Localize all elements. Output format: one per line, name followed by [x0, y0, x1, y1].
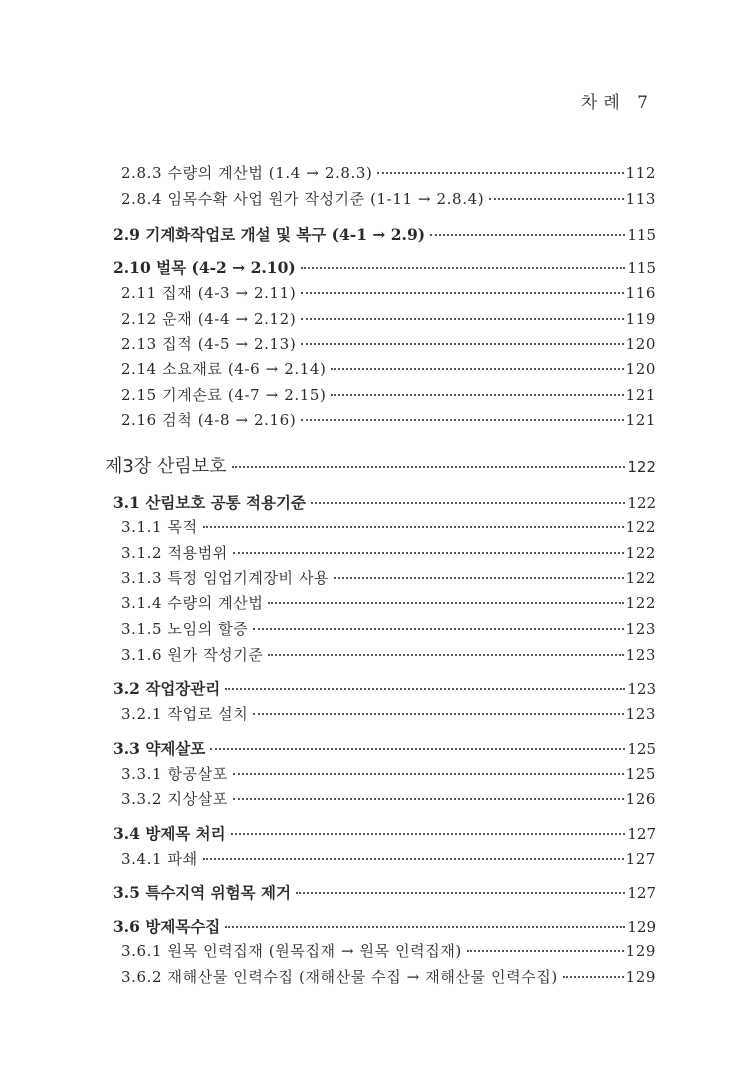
toc-entry-page: 115 [627, 259, 656, 277]
toc-entry[interactable] [121, 848, 656, 869]
toc-entry-label: 3.1.3 특정 임업기계장비 사용 [121, 569, 330, 587]
toc-entry-page: 127 [625, 850, 656, 868]
toc-entry-label: 3.4 방제목 처리 [113, 824, 226, 843]
dot-leader [563, 976, 624, 978]
toc-entry-page: 129 [625, 968, 656, 986]
toc-entry-page: 122 [627, 458, 656, 476]
toc-entry[interactable] [113, 822, 656, 844]
toc-entry-label: 3.6.2 재해산물 인력수집 (재해산물 수집 → 재해산물 인력수집) [121, 968, 558, 986]
toc-entry-label: 3.1.6 원가 작성기준 [121, 646, 264, 664]
toc-entry-label: 3.3.1 항공살포 [121, 765, 228, 783]
toc-entry[interactable] [121, 940, 656, 961]
toc-entry-page: 120 [625, 360, 656, 378]
toc-entry[interactable] [121, 516, 656, 537]
toc-entry-page: 121 [625, 411, 656, 429]
toc-entry-page: 122 [625, 569, 656, 587]
toc-entry[interactable] [113, 915, 656, 937]
toc-entry[interactable] [113, 881, 656, 903]
toc-entry[interactable] [113, 677, 656, 699]
toc-entry[interactable] [121, 282, 656, 303]
running-head: 차례 7 [580, 93, 654, 113]
dot-leader [489, 198, 623, 200]
toc-entry[interactable] [121, 333, 656, 354]
toc-entry-page: 129 [625, 942, 656, 960]
dot-leader [225, 688, 625, 690]
dot-leader [225, 926, 625, 928]
toc-entry[interactable] [121, 162, 656, 183]
dot-leader [430, 234, 625, 236]
dot-leader [301, 419, 623, 421]
dot-leader [233, 552, 624, 554]
dot-leader [233, 773, 624, 775]
toc-entry-label: 제3장 산림보호 [105, 456, 227, 477]
dot-leader [203, 526, 624, 528]
toc-entry-label: 2.13 집적 (4-5 → 2.13) [121, 335, 297, 353]
dot-leader [253, 628, 623, 630]
toc-entry-label: 2.14 소요재료 (4-6 → 2.14) [121, 360, 327, 378]
toc-entry[interactable] [113, 491, 656, 513]
toc-entry-page: 119 [625, 310, 656, 328]
toc-entry-label: 3.2 작업장관리 [113, 679, 221, 698]
dot-leader [467, 950, 624, 952]
toc-entry-label: 3.6 방제목수집 [113, 917, 221, 936]
toc-chapter-entry[interactable] [105, 452, 656, 478]
toc-entry-page: 122 [625, 594, 656, 612]
toc-entry-page: 113 [625, 190, 656, 208]
toc-entry-label: 2.10 벌목 (4-2 → 2.10) [113, 258, 296, 277]
toc-entry-page: 115 [627, 226, 656, 244]
dot-leader [301, 343, 623, 345]
toc-entry-label: 3.1.5 노임의 할증 [121, 620, 249, 638]
toc-entry[interactable] [121, 592, 656, 613]
toc-entry-label: 3.3.2 지상살포 [121, 790, 228, 808]
toc-entry-page: 112 [625, 164, 656, 182]
dot-leader [334, 577, 623, 579]
toc-entry-page: 126 [625, 790, 656, 808]
toc-entry-label: 3.6.1 원목 인력집재 (원목집재 → 원목 인력집재) [121, 942, 462, 960]
toc-entry-label: 2.11 집재 (4-3 → 2.11) [121, 284, 297, 302]
toc-entry-label: 2.16 검척 (4-8 → 2.16) [121, 411, 297, 429]
toc-entry-page: 122 [625, 544, 656, 562]
toc-entry[interactable] [121, 703, 656, 724]
toc-entry[interactable] [113, 223, 656, 245]
toc-entry[interactable] [121, 308, 656, 329]
toc-entry[interactable] [121, 384, 656, 405]
dot-leader [296, 892, 625, 894]
dot-leader [268, 654, 623, 656]
toc-entry-page: 125 [625, 765, 656, 783]
toc-entry-page: 120 [625, 335, 656, 353]
toc-entry-label: 3.1.1 목적 [121, 518, 198, 536]
toc-entry-label: 3.3 약제살포 [113, 739, 206, 758]
toc-entry[interactable] [121, 409, 656, 430]
dot-leader [203, 858, 624, 860]
toc-entry-label: 2.12 운재 (4-4 → 2.12) [121, 310, 297, 328]
dot-leader [232, 466, 626, 468]
toc-entry-page: 127 [627, 884, 656, 902]
dot-leader [331, 394, 623, 396]
toc-entry-page: 123 [625, 620, 656, 638]
toc-entry-page: 121 [625, 386, 656, 404]
toc-entry[interactable] [121, 618, 656, 639]
toc-entry-page: 123 [625, 646, 656, 664]
toc-entry[interactable] [113, 256, 656, 278]
toc-entry-page: 123 [627, 680, 656, 698]
toc-entry-label: 3.1.2 적용범위 [121, 544, 228, 562]
toc-entry[interactable] [113, 737, 656, 759]
toc-entry-label: 3.1 산림보호 공통 적용기준 [113, 493, 306, 512]
toc-entry[interactable] [121, 966, 656, 987]
toc-entry-label: 2.15 기계손료 (4-7 → 2.15) [121, 386, 327, 404]
dot-leader [233, 798, 624, 800]
dot-leader [377, 172, 623, 174]
toc-entry[interactable] [121, 542, 656, 563]
toc-entry-label: 2.8.3 수량의 계산법 (1.4 → 2.8.3) [121, 164, 373, 182]
toc-entry[interactable] [121, 788, 656, 809]
toc-entry[interactable] [121, 644, 656, 665]
toc-entry-page: 122 [625, 518, 656, 536]
toc-entry-page: 122 [627, 494, 656, 512]
dot-leader [210, 748, 625, 750]
toc-entry[interactable] [121, 188, 656, 209]
toc-entry-page: 116 [625, 284, 656, 302]
toc-entry[interactable] [121, 763, 656, 784]
toc-entry-page: 129 [627, 918, 656, 936]
dot-leader [231, 833, 626, 835]
toc-entry-label: 3.5 특수지역 위험목 제거 [113, 883, 291, 902]
dot-leader [311, 502, 625, 504]
toc-entry-page: 125 [627, 740, 656, 758]
toc-entry[interactable] [121, 567, 656, 588]
dot-leader [301, 292, 623, 294]
toc-entry-page: 123 [625, 705, 656, 723]
dot-leader [301, 267, 626, 269]
toc-entry-label: 3.2.1 작업로 설치 [121, 705, 249, 723]
dot-leader [301, 318, 623, 320]
toc-entry-label: 2.9 기계화작업로 개설 및 복구 (4-1 → 2.9) [113, 225, 426, 244]
toc-entry-page: 127 [627, 825, 656, 843]
toc-entry-label: 2.8.4 임목수확 사업 원가 작성기준 (1-11 → 2.8.4) [121, 190, 485, 208]
dot-leader [268, 602, 623, 604]
dot-leader [253, 713, 623, 715]
toc-entry[interactable] [121, 358, 656, 379]
dot-leader [331, 368, 623, 370]
toc-entry-label: 3.4.1 파쇄 [121, 850, 198, 868]
toc-entry-label: 3.1.4 수량의 계산법 [121, 594, 264, 612]
